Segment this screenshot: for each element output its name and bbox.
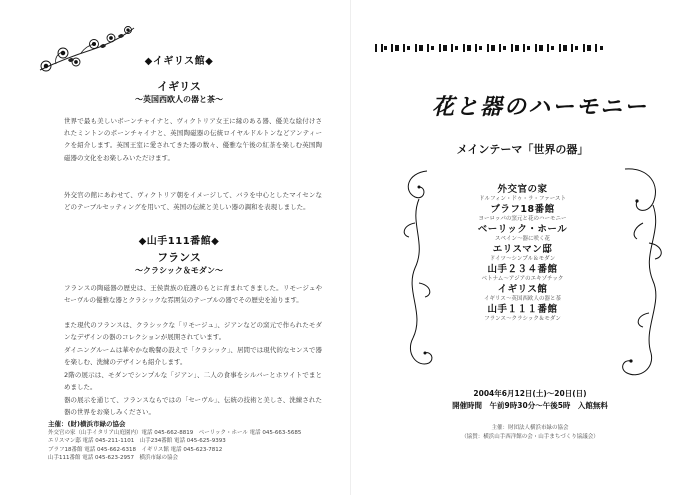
event-dates: 2004年6月12日(土)～20日(日) <box>473 389 587 398</box>
paragraph-france-1: フランスの陶磁器の歴史は、王侯貴族の庇護のもとに育まれてきました。リモージュやセーヴルの優雅な器とクラシックな雰囲気のテーブルの器でその歴史を辿ります。 <box>64 284 322 305</box>
venue-list <box>435 184 610 324</box>
venue-subtitle: ベトナム～アジアのエキゾチック <box>481 276 564 282</box>
pattern-strip <box>375 43 605 53</box>
organizer-line: エリスマン邸 電話 045-211-1101 山手234番館 電話 045-625-9393 <box>48 438 226 444</box>
venue-item <box>435 284 610 304</box>
event-hours: 開催時間 午前9時30分～午後5時 入館無料 <box>452 401 608 410</box>
paragraph-england-2: 外交官の館にあわせて、ヴィクトリア朝をイメージして、バラを中心としたマイセンなどのテーブルセッティングを用いて、英国の伝統と美しい器の調和を表現しました。 <box>64 191 322 212</box>
venue-name: 山手２３４番館 <box>487 264 558 275</box>
paragraph-france-5: 器の展示を通じて、フランスならではの「セーヴル」、伝統の技術と美しさ、洗練された器の世界をお楽しみください。 <box>64 396 322 417</box>
paragraph-france-2: また現代のフランスは、クラシックな「リモージュ」、ジアンなどの窯元で作られたモダンなデザインの器のコレクションが展開されています。 <box>64 321 322 342</box>
organizer-title: 主催：(財)横浜市緑の協会 <box>48 420 126 428</box>
organizer-line: ブラフ18番館 電話 045-662-6318 イギリス館 電話 045-623-7812 <box>48 446 223 453</box>
section-title-england: イギリス <box>157 80 201 93</box>
contact-line: （協賛：横浜山手西洋館の会・山手まちづくり協議会） <box>461 434 599 440</box>
venue-subtitle: スペイン～器に咲く花 <box>494 236 550 242</box>
main-theme: メインテーマ「世界の器」 <box>456 143 589 156</box>
venue-subtitle: ドルフィン・ドゥ・ラ・ファースト <box>478 196 567 202</box>
right-panel <box>355 8 690 488</box>
section-title-france: フランス <box>157 251 201 264</box>
fold-line <box>350 0 351 495</box>
venue-item <box>435 304 610 324</box>
flower-ornament <box>36 20 136 80</box>
scroll-ornament-left <box>397 163 437 373</box>
venue-item <box>435 264 610 284</box>
organizer-block <box>48 420 328 463</box>
left-panel <box>14 8 344 488</box>
venue-name: エリスマン邸 <box>492 244 553 255</box>
organizer-line: 外交官の家（山手イタリア山庭園内）電話 045-662-8819 ベーリック・ホール 電話 045-663-5685 <box>48 429 302 436</box>
venue-name: 外交官の家 <box>497 184 548 195</box>
organizer-line: 山手111番館 電話 045-623-2957 横浜市緑の協会 <box>48 455 178 461</box>
scroll-ornament-right <box>613 163 668 383</box>
venue-subtitle: イギリス～英国西欧人の器と茶 <box>484 296 561 302</box>
venue-subtitle: ヨーロッパの窯元と花のハーモニー <box>478 216 567 222</box>
section-subtitle-france: ～クラシック＆モダン～ <box>135 266 223 275</box>
venue-subtitle: ドイツ～シンプル＆モダン <box>489 256 556 262</box>
venue-name: ブラフ18番館 <box>490 204 555 215</box>
venue-name: ベーリック・ホール <box>477 224 568 235</box>
section-heading-france: ◆山手111番館◆ <box>138 236 220 247</box>
venue-item <box>435 244 610 264</box>
section-subtitle-england: ～英国西欧人の器と茶～ <box>135 95 223 104</box>
section-heading-england: ◆イギリス館◆ <box>144 56 214 67</box>
paragraph-england-1: 世界で最も美しいボーンチャイナと、ヴィクトリア女王に縁のある器、優美な絵付けされたミントンのボーンチャイナと、英国陶磁器の伝統ロイヤルドルトンなどアンティークを紹介します。英国王室に愛されてきた器の数々、優雅な午後の紅茶を楽しむ英国陶磁器の文化をお楽しみいただけます。 <box>64 117 322 162</box>
main-title: 花と器のハーモニー <box>431 94 648 120</box>
event-dates-block <box>395 388 665 412</box>
contact-line: 主催：財団法人横浜市緑の協会 <box>491 425 569 431</box>
paragraph-france-4: 2階の展示は、モダンでシンプルな「ジアン」、二人の食事をシルバーとホワイトでまとめました。 <box>64 371 322 392</box>
venue-name: 山手１１１番館 <box>487 304 558 315</box>
venue-subtitle: フランス～クラシック＆モダン <box>484 316 561 322</box>
contact-block <box>395 424 665 442</box>
venue-item <box>435 204 610 224</box>
paragraph-france-3: ダイニングルームは華やかな晩餐の設えで「クラシック」、居間では現代的なセンスで器を楽しむ、洗練のデザインも紹介します。 <box>64 346 322 367</box>
venue-name: イギリス館 <box>497 284 548 295</box>
venue-item <box>435 184 610 204</box>
venue-item <box>435 224 610 244</box>
